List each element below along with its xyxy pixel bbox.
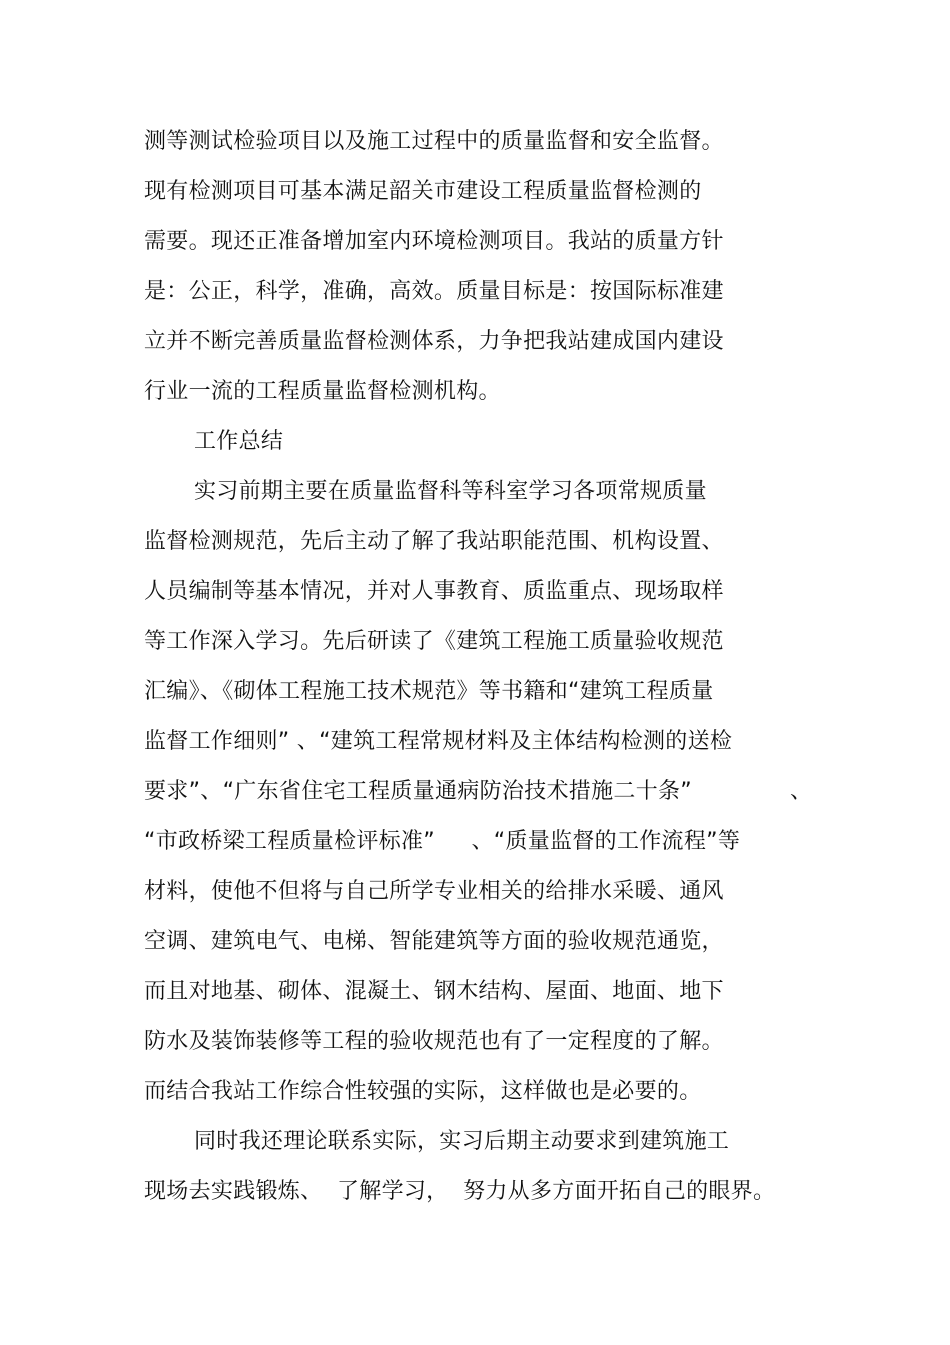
text-line: 实习前期主要在质量监督科等科室学习各项常规质量 — [194, 479, 707, 504]
text-line: 监督工作细则” 、“建筑工程常规材料及主体结构检测的送检 — [144, 729, 733, 754]
text-line: 而且对地基、砌体、混凝土、钢木结构、屋面、地面、地下 — [144, 979, 724, 1004]
text-line: 要求”、“广东省住宅工程质量通病防治技术措施二十条” — [144, 779, 692, 804]
text-line: 人员编制等基本情况，并对人事教育、质监重点、现场取样 — [144, 579, 724, 604]
text-line: 防水及装饰装修等工程的验收规范也有了一定程度的了解。 — [144, 1029, 724, 1054]
text-line: 需要。现还正准备增加室内环境检测项目。我站的质量方针 — [144, 229, 724, 254]
text-line: “市政桥梁工程质量检评标准” 、“质量监督的工作流程”等 — [144, 829, 741, 854]
text-line: 测等测试检验项目以及施工过程中的质量监督和安全监督。 — [144, 129, 724, 154]
text-line: 空调、建筑电气、电梯、智能建筑等方面的验收规范通览， — [144, 929, 724, 954]
text-line: 汇编》、《砌体工程施工技术规范》等书籍和“建筑工程质量 — [144, 679, 714, 704]
text-line: 同时我还理论联系实际，实习后期主动要求到建筑施工 — [194, 1129, 730, 1154]
text-line: 现场去实践锻炼、 了解学习， 努力从多方面开拓自己的眼界。 — [144, 1179, 776, 1204]
text-line: 等工作深入学习。先后研读了《建筑工程施工质量验收规范 — [144, 629, 724, 654]
text-line: 材料，使他不但将与自己所学专业相关的给排水采暖、通风 — [144, 879, 724, 904]
text-line: 现有检测项目可基本满足韶关市建设工程质量监督检测的 — [144, 179, 702, 204]
text-line: 监督检测规范，先后主动了解了我站职能范围、机构设置、 — [144, 529, 724, 554]
text-line: 而结合我站工作综合性较强的实际，这样做也是必要的。 — [144, 1079, 702, 1104]
text-line: 立并不断完善质量监督检测体系，力争把我站建成国内建设 — [144, 329, 724, 354]
section-heading: 工作总结 — [194, 429, 284, 454]
text-line: 行业一流的工程质量监督检测机构。 — [144, 379, 501, 404]
trailing-punctuation: 、 — [790, 779, 813, 804]
text-line: 是：公正，科学，准确，高效。质量目标是：按国际标准建 — [144, 279, 724, 304]
